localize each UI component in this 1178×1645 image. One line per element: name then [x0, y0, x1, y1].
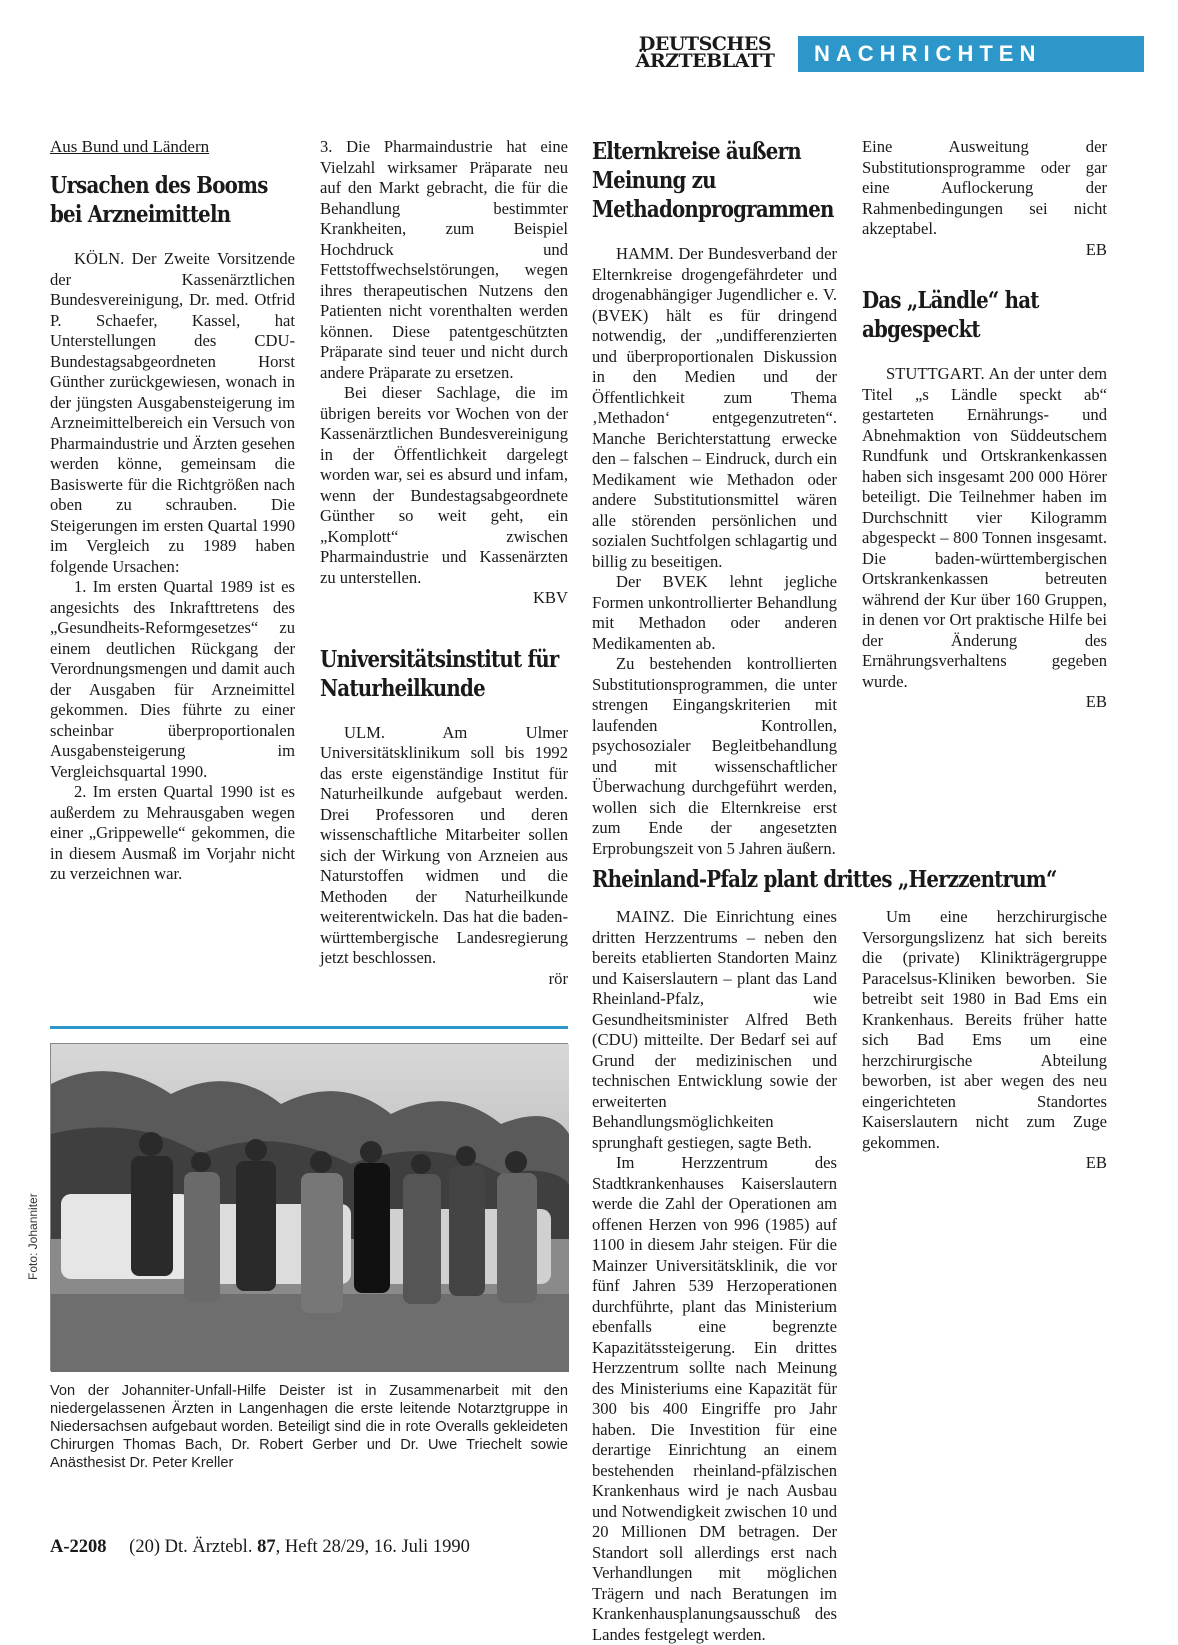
photo-credit: Foto: Johanniter [26, 1193, 40, 1280]
article-paragraph: 2. Im ersten Quartal 1990 ist es außerdem zu Mehrausgaben wegen einer „Grippewelle“ gekommen, die in diesem Ausmaß im Vorjahr nicht zu verzeichnen war. [50, 782, 295, 883]
column-1 [50, 137, 295, 885]
kicker: Aus Bund und Ländern [50, 137, 210, 156]
article-signature: EB [1085, 239, 1107, 259]
article-paragraph: Zu bestehenden kontrollierten Substitutionsprogrammen, die unter strengen Eingangskriterien mit laufenden Kontrollen, psychosozialer Begleitbehandlung und mit wissenschaftlicher Überwachung durchgeführt werden, wollen sich die Elternkreise erst zum Ende der angesetzten Erprobungszeit von 5 Jahren äußern. [592, 654, 837, 858]
article-paragraph: Um eine herzchirurgische Versorgungslizenz hat sich bereits die (private) Klinikträgergruppe Paracelsus-Kliniken beworben. Sie betreibt seit 1980 in Bad Ems ein Krankenhaus. Bereits früher hatte sich Bad Ems um eine herzchirurgische Abteilung beworben, ist aber wegen des neu eingerichteten Standortes Kaiserslautern nicht zum Zuge gekommen. [862, 907, 1107, 1152]
photo-caption: Von der Johanniter-Unfall-Hilfe Deister ist in Zusammenarbeit mit den niedergelassenen Ärzten in Langenhagen die erste leitende Notarztgruppe in Niedersachsen aufgebaut worden. Beteiligt sind die in rote Overalls gekleideten Chirurgen Thomas Bach, Dr. Robert Gerber und Dr. Uwe Triechelt sowie Anästhesist Dr. Peter Kreller [50, 1383, 568, 1471]
article-paragraph: Der BVEK lehnt jegliche Formen unkontrollierter Behandlung mit Methadon oder anderen Medikamenten ab. [592, 572, 837, 653]
article-signature: EB [1085, 692, 1107, 711]
column-3 [592, 137, 837, 859]
section-banner: NACHRICHTEN [798, 36, 1144, 72]
article-headline: Ursachen des Booms bei Arzneimitteln [50, 172, 268, 228]
page-footer [50, 1535, 750, 1559]
article-paragraph: 3. Die Pharmaindustrie hat eine Vielzahl wirksamer Präparate neu auf den Markt gebracht, die für die Behandlung bestimmter Krankheiten, zum Beispiel Hochdruck und Fettstoffwechselstörungen, wegen ihres therapeutischen Nutzens den Patienten nicht vorenthalten werden können. Diese patentgeschützten Präparate sind teuer und nicht durch andere Präparate zu ersetzen. [320, 137, 568, 382]
article-signature: EB [1085, 1153, 1107, 1172]
column-4 [862, 137, 1107, 713]
article-signature: rör [548, 968, 568, 988]
article-headline: Universitätsinstitut für Naturheilkunde [320, 645, 559, 702]
footer-volume: 87 [257, 1537, 276, 1557]
article-headline: Rheinland-Pfalz plant drittes „Herzzentrum“ [592, 866, 1057, 893]
footer-citation: (20) Dt. Ärztebl. [129, 1537, 253, 1557]
article-paragraph: 1. Im ersten Quartal 1989 ist es angesichts des Inkrafttretens des „Gesundheits-Reformgesetzes“ zu einem deutlichen Rückgang der Verordnungsmengen und damit auch der Ausgaben für Arzneimittel gekommen. Dies führte zu einer scheinbar überproportionalen Ausgabensteigerung im Vergleichsquartal 1990. [50, 577, 295, 781]
journal-logo [620, 33, 790, 72]
article-paragraph: Im Herzzentrum des Stadtkrankenhauses Kaiserslautern werde die Zahl der Operationen am offenen Herzen von 996 (1985) auf 1100 in diesem Jahr steigen. Für die Mainzer Universitätsklinik, die vor fünf Jahren 539 Herzoperationen durchführte, plant das Ministerium ebenfalls eine begrenzte Kapazitätssteigerung. Ein drittes Herzzentrum sollte nach Meinung des Ministeriums eine Kapazität für 300 bis 400 Eingriffe pro Jahr haben. Die Investition für eine derartige Einrichtung an einem bestehenden rheinland-pfälzischen Krankenhaus wird je nach Ausbau und Notwendigkeit zwischen 10 und 20 Millionen DM betragen. Der Standort soll allerdings erst nach Verhandlungen mit möglichen Trägern und nach Beratungen im Krankenhausplanungsausschuß des Landes festgelegt werden. [592, 1153, 837, 1644]
article-paragraph: Bei dieser Sachlage, die im übrigen bereits vor Wochen von der Kassenärztlichen Bundesvereinigung in der Öffentlichkeit dargelegt worden war, sei es absurd und infam, wenn der Bundestagsabgeordnete Günther so weit geht, ein „Komplott“ zwischen Pharmaindustrie und Kassenärzten zu unterstellen. [320, 383, 568, 587]
masthead [620, 33, 1150, 74]
article-paragraph: STUTTGART. An der unter dem Titel „s Ländle speckt ab“ gestarteten Ernährungs- und Abnehmaktion von Süddeutschem Rundfunk und Ortskrankenkassen haben sich insgesamt 200 000 Hörer beteiligt. Die Teilnehmer haben im Durchschnitt vier Kilogramm abgespeckt – 800 Tonnen insgesamt. Die baden-württembergischen Ortskrankenkassen betreuten während der Kur über 160 Gruppen, in denen vor Ort praktische Hilfe bei der Änderung des Ernährungsverhaltens gegeben wurde. [862, 364, 1107, 691]
article-paragraph: Eine Ausweitung der Substitutionsprogramme oder gar eine Auflockerung der Rahmenbedingungen sei nicht akzeptabel. [862, 137, 1107, 238]
article-headline: Das „Ländle“ hat abgespeckt [862, 287, 1039, 343]
column-6 [862, 907, 1107, 1174]
footer-issue: , Heft 28/29, 16. Juli 1990 [275, 1537, 470, 1557]
page-code: A-2208 [50, 1537, 107, 1557]
section-rule [50, 1026, 568, 1029]
column-2 [320, 137, 568, 989]
article-paragraph: ULM. Am Ulmer Universitätsklinikum soll bis 1992 das erste eigenständige Institut für Naturheilkunde aufgebaut werden. Drei Professoren und deren wissenschaftliche Mitarbeiter sollen sich der Wirkung von Arzneien aus Naturstoffen widmen und die Methoden der Naturheilkunde weiterentwickeln. Das hat die baden-württembergische Landesregierung jetzt beschlossen. [320, 722, 568, 967]
brand-line-1: DEUTSCHES [638, 33, 772, 55]
brand-line-2: ÄRZTEBLATT [635, 50, 775, 72]
news-photo [50, 1043, 568, 1371]
article-paragraph: HAMM. Der Bundesverband der Elternkreise drogengefährdeter und drogenabhängiger Jugendlicher e. V. (BVEK) hält es für dringend notwendig, der „undifferenzierten und überproportionalen Diskussion in den Medien und der Öffentlichkeit zum Thema ‚Methadon‘ entgegenzutreten“. Manche Berichterstattung erwecke den – falschen – Eindruck, durch ein Medikament wie Methadon oder andere Substitutionsmittel wären alle störenden persönlichen und sozialen Suchtfolgen schlagartig und billig zu beseitigen. [592, 244, 837, 571]
article-headline: Elternkreise äußern Meinung zu Methadonprogrammen [592, 138, 834, 223]
article-signature: KBV [532, 588, 568, 607]
article-paragraph: MAINZ. Die Einrichtung eines dritten Herzzentrums – neben den bereits etablierten Standorten Mainz und Kaiserslautern – plant das Land Rheinland-Pfalz, wie Gesundheitsminister Alfred Beth (CDU) mitteilte. Der Bedarf sei auf Grund der medizinischen und technischen Entwicklung sowie der erweiterten Behandlungsmöglichkeiten sprunghaft gestiegen, sagte Beth. [592, 907, 837, 1152]
article-paragraph: KÖLN. Der Zweite Vorsitzende der Kassenärztlichen Bundesvereinigung, Dr. med. Otfrid P. Schaefer, Kassel, hat Unterstellungen des CDU-Bundestagsabgeordneten Horst Günther zurückgewiesen, wonach in der jüngsten Ausgabensteigerung im Arzneimittelbereich ein Versuch von Pharmaindustrie und Ärzten gesehen werden könne, gemeinsam die Basiswerte für die Richtgrößen nach oben zu schrauben. Die Steigerungen im ersten Quartal 1990 im Vergleich zu 1989 haben folgende Ursachen: [50, 249, 295, 576]
